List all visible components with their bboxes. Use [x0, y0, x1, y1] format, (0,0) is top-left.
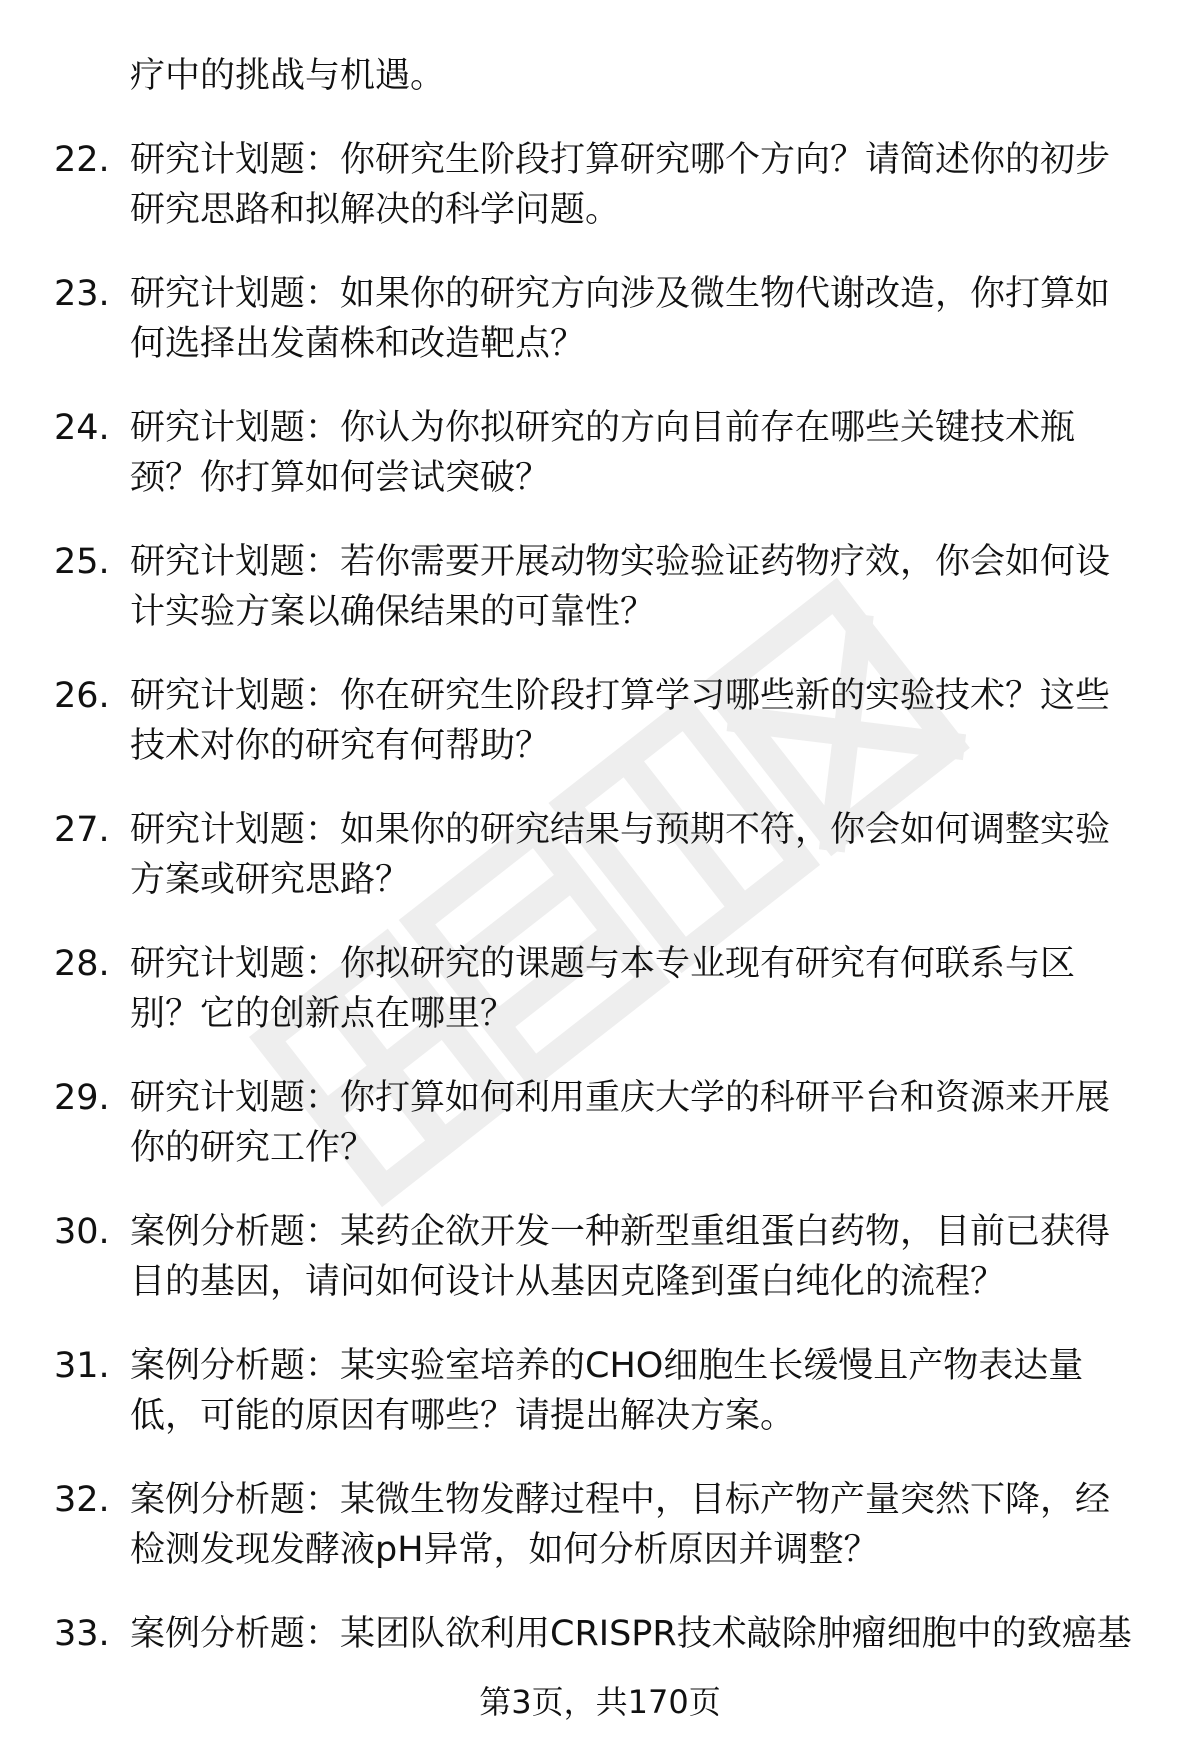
question-item — [0, 806, 1200, 904]
question-text-line: 颈？你打算如何尝试突破？ — [130, 458, 551, 498]
question-text-line: 研究计划题：若你需要开展动物实验验证药物疗效，你会如何设 — [130, 542, 1111, 582]
question-text-line: 检测发现发酵液pH异常，如何分析原因并调整？ — [130, 1530, 879, 1570]
question-text-line: 研究思路和拟解决的科学问题。 — [130, 190, 621, 230]
question-number: 24. — [54, 408, 110, 448]
question-number: 29. — [54, 1078, 110, 1118]
question-text-line: 方案或研究思路？ — [130, 860, 411, 900]
continued-line: 疗中的挑战与机遇。 — [130, 56, 446, 96]
question-number: 30. — [54, 1212, 110, 1252]
question-item — [0, 270, 1200, 368]
question-text-line: 别？它的创新点在哪里？ — [130, 994, 516, 1034]
question-text-line: 研究计划题：你在研究生阶段打算学习哪些新的实验技术？这些 — [130, 676, 1111, 716]
question-text-line: 研究计划题：你认为你拟研究的方向目前存在哪些关键技术瓶 — [130, 408, 1076, 448]
question-number: 33. — [54, 1614, 110, 1654]
question-item — [0, 1208, 1200, 1306]
question-text-line: 研究计划题：你拟研究的课题与本专业现有研究有何联系与区 — [130, 944, 1076, 984]
question-text-line: 研究计划题：如果你的研究方向涉及微生物代谢改造，你打算如 — [130, 274, 1111, 314]
question-item — [0, 538, 1200, 636]
question-item — [0, 672, 1200, 770]
question-number: 28. — [54, 944, 110, 984]
question-text-line: 低，可能的原因有哪些？请提出解决方案。 — [130, 1396, 796, 1436]
question-text-line: 目的基因，请问如何设计从基因克隆到蛋白纯化的流程？ — [130, 1262, 1006, 1302]
question-number: 23. — [54, 274, 110, 314]
question-item — [0, 1074, 1200, 1172]
page-footer: 第3页，共170页 — [479, 1683, 721, 1721]
question-text-line: 研究计划题：你研究生阶段打算研究哪个方向？请简述你的初步 — [130, 140, 1111, 180]
question-text-line: 案例分析题：某微生物发酵过程中，目标产物产量突然下降，经 — [130, 1480, 1111, 1520]
question-text-line: 技术对你的研究有何帮助？ — [130, 726, 551, 766]
question-text-line: 计实验方案以确保结果的可靠性？ — [130, 592, 656, 632]
question-text-line: 案例分析题：某药企欲开发一种新型重组蛋白药物，目前已获得 — [130, 1212, 1111, 1252]
question-text-line: 研究计划题：你打算如何利用重庆大学的科研平台和资源来开展 — [130, 1078, 1111, 1118]
question-number: 22. — [54, 140, 110, 180]
question-item — [0, 940, 1200, 1038]
question-list — [0, 136, 1200, 1708]
question-number: 25. — [54, 542, 110, 582]
question-text-line: 何选择出发菌株和改造靶点？ — [130, 324, 586, 364]
question-text-line: 案例分析题：某实验室培养的CHO细胞生长缓慢且产物表达量 — [130, 1346, 1084, 1386]
question-item — [0, 1342, 1200, 1440]
question-number: 26. — [54, 676, 110, 716]
question-item — [0, 1476, 1200, 1574]
question-number: 27. — [54, 810, 110, 850]
question-item — [0, 404, 1200, 502]
question-content — [0, 52, 1200, 1708]
question-text-line: 案例分析题：某团队欲利用CRISPR技术敲除肿瘤细胞中的致癌基 — [130, 1614, 1132, 1654]
question-text-line: 你的研究工作？ — [130, 1128, 376, 1168]
question-number: 32. — [54, 1480, 110, 1520]
question-number: 31. — [54, 1346, 110, 1386]
question-text-line: 研究计划题：如果你的研究结果与预期不符，你会如何调整实验 — [130, 810, 1111, 850]
question-item — [0, 136, 1200, 234]
